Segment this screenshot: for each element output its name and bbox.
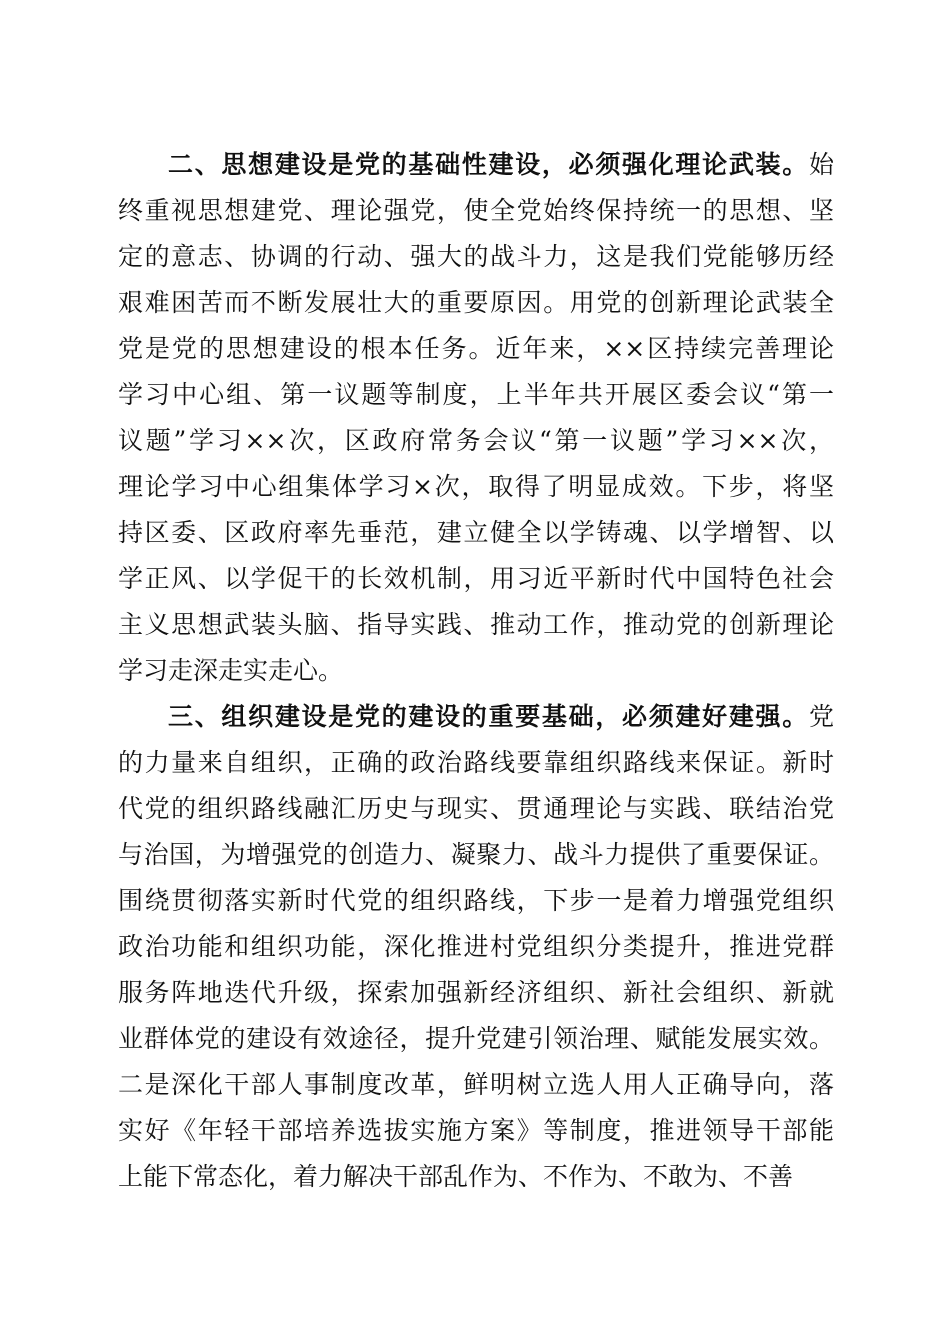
paragraph-heading: 二、思想建设是党的基础性建设，必须强化理论武装。 <box>168 150 809 179</box>
paragraph-para-2 <box>118 142 834 694</box>
text-line <box>118 372 834 418</box>
text-line <box>118 648 834 694</box>
document-body <box>118 142 834 1200</box>
line-text: 持区委、区政府率先垂范，建立健全以学铸魂、以学增智、以 <box>118 518 834 547</box>
text-line <box>118 970 834 1016</box>
line-text: 学习走深走实走心。 <box>118 656 344 685</box>
text-line <box>118 142 834 188</box>
text-line <box>118 280 834 326</box>
line-text: 始 <box>808 150 834 179</box>
line-text: 的力量来自组织，正确的政治路线要靠组织路线来保证。新时 <box>118 748 834 777</box>
line-text: 学习中心组、第一议题等制度，上半年共开展区委会议“第一 <box>118 380 834 409</box>
text-line <box>118 1154 834 1200</box>
line-text: 围绕贯彻落实新时代党的组织路线，下步一是着力增强党组织 <box>118 886 834 915</box>
line-text: 上能下常态化，着力解决干部乱作为、不作为、不敢为、不善 <box>118 1162 794 1191</box>
text-line <box>118 740 834 786</box>
text-line <box>118 188 834 234</box>
line-text: 理论学习中心组集体学习×次，取得了明显成效。下步，将坚 <box>118 472 834 501</box>
line-text: 代党的组织路线融汇历史与现实、贯通理论与实践、联结治党 <box>118 794 834 823</box>
line-text: 学正风、以学促干的长效机制，用习近平新时代中国特色社会 <box>118 564 834 593</box>
line-text: 艰难困苦而不断发展壮大的重要原因。用党的创新理论武装全 <box>118 288 834 317</box>
text-line <box>118 602 834 648</box>
text-line <box>118 1062 834 1108</box>
line-text: 主义思想武装头脑、指导实践、推动工作，推动党的创新理论 <box>118 610 834 639</box>
line-text: 业群体党的建设有效途径，提升党建引领治理、赋能发展实效。 <box>118 1024 834 1053</box>
text-line <box>118 326 834 372</box>
text-line <box>118 1016 834 1062</box>
text-line <box>118 464 834 510</box>
text-line <box>118 786 834 832</box>
line-text: 实好《年轻干部培养选拔实施方案》等制度，推进领导干部能 <box>118 1116 834 1145</box>
paragraph-heading: 三、组织建设是党的建设的重要基础，必须建好建强。 <box>168 702 809 731</box>
line-text: 与治国，为增强党的创造力、凝聚力、战斗力提供了重要保证。 <box>118 840 834 869</box>
text-line <box>118 1108 834 1154</box>
line-text: 议题”学习××次，区政府常务会议“第一议题”学习××次， <box>118 426 834 455</box>
line-text: 终重视思想建党、理论强党，使全党始终保持统一的思想、坚 <box>118 196 834 225</box>
text-line <box>118 510 834 556</box>
text-line <box>118 832 834 878</box>
text-line <box>118 234 834 280</box>
text-line <box>118 556 834 602</box>
line-text: 定的意志、协调的行动、强大的战斗力，这是我们党能够历经 <box>118 242 834 271</box>
paragraph-para-3 <box>118 694 834 1200</box>
line-text: 二是深化干部人事制度改革，鲜明树立选人用人正确导向，落 <box>118 1070 834 1099</box>
text-line <box>118 418 834 464</box>
line-text: 服务阵地迭代升级，探索加强新经济组织、新社会组织、新就 <box>118 978 834 1007</box>
line-text: 党 <box>808 702 834 731</box>
line-text: 党是党的思想建设的根本任务。近年来，××区持续完善理论 <box>118 334 834 363</box>
line-text: 政治功能和组织功能，深化推进村党组织分类提升，推进党群 <box>118 932 834 961</box>
text-line <box>118 878 834 924</box>
text-line <box>118 924 834 970</box>
text-line <box>118 694 834 740</box>
